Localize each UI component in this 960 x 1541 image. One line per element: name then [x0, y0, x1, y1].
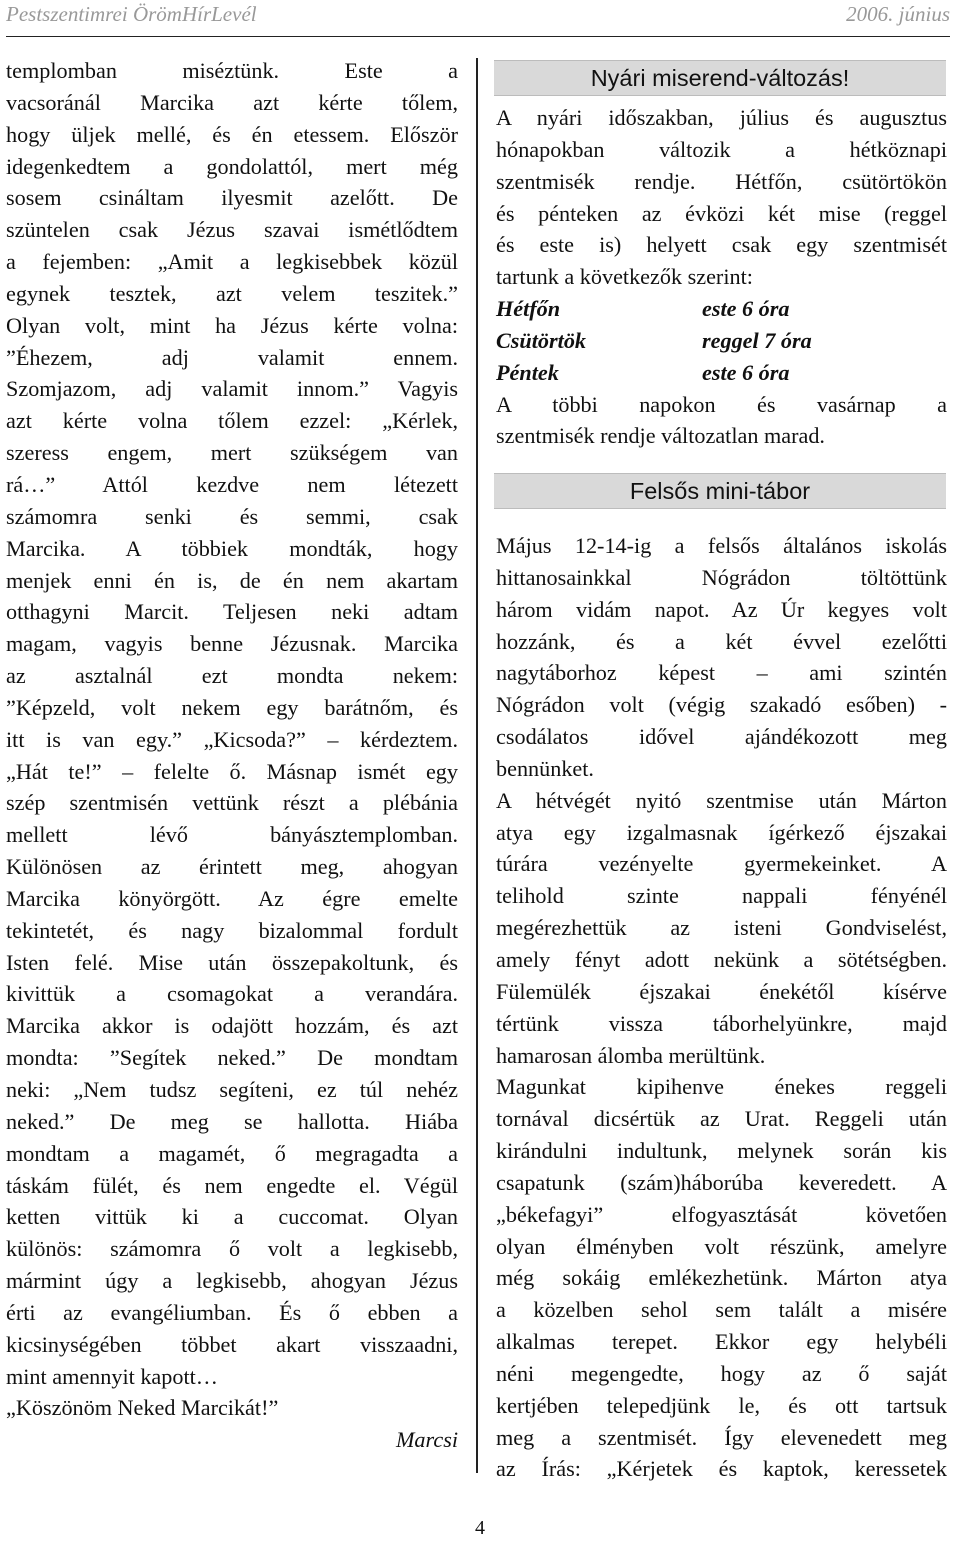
- camp-line: csodálatos idővel ajándékozott meg: [496, 724, 947, 750]
- publication-title: Pestszentimrei ÖrömHírLevél: [6, 2, 257, 26]
- left-article-line: vacsoránál Marcika azt kérte tőlem,: [6, 89, 458, 115]
- schedule-table: [496, 293, 947, 389]
- schedule-time: este 6 óra: [702, 359, 790, 385]
- camp-line: Május 12-14-ig a felsős általános iskolás: [496, 533, 947, 558]
- left-article-line: mellett lévő bányásztemplomban.: [6, 822, 458, 848]
- left-article-line: szeress engem, mert szükségem van: [6, 440, 458, 466]
- left-article-line: idegenkedtem a gondolattól, mert még: [6, 153, 458, 179]
- schedule-intro-line: hónapokban változik a hétköznapi: [496, 136, 947, 162]
- schedule-time: reggel 7 óra: [702, 327, 812, 353]
- schedule-intro-line: és este is) helyett csak egy szentmisét: [496, 232, 947, 258]
- camp-line: a közelben sehol sem talált a misére: [496, 1297, 947, 1323]
- left-article-line: mondtam a magamét, ő megragadta a: [6, 1140, 458, 1166]
- camp-line: túrára vezényelte gyermekeinket. A: [496, 851, 947, 877]
- left-article-line: egynek tesztek, azt velem teszitek.”: [6, 280, 458, 306]
- left-article-line: tekintetét, és nagy bizalommal fordult: [6, 917, 458, 943]
- left-article-line: Marcika akkor is odajött hozzám, és azt: [6, 1013, 458, 1039]
- left-article: [6, 55, 458, 1456]
- schedule-row: [496, 325, 947, 357]
- left-article-line: templomban miséztünk. Este a: [6, 58, 458, 83]
- left-article-line: ”Éhezem, adj valamit ennem.: [6, 344, 458, 370]
- left-article-line: Szomjazom, adj valamit innom.” Vagyis: [6, 376, 458, 402]
- left-article-line: azt kérte volna tőlem ezzel: „Kérlek,: [6, 408, 458, 434]
- camp-line: „békefagyi” elfogyasztását követően: [496, 1201, 947, 1227]
- section-heading-summer-schedule: Nyári miserend-változás!: [494, 60, 946, 96]
- schedule-intro: [496, 102, 947, 261]
- left-article-line: magam, vagyis benne Jézusnak. Marcika: [6, 631, 458, 657]
- camp-line: meg a szentmisét. Így elevenedett meg: [496, 1424, 947, 1450]
- left-article-line: mint amennyit kapott…: [6, 1363, 218, 1389]
- summer-schedule-text: [496, 102, 947, 452]
- left-article-line: Marcika. A többiek mondták, hogy: [6, 535, 458, 561]
- left-article-line: neked.” De meg se hallotta. Hiába: [6, 1108, 458, 1134]
- left-article-line: szüntelen csak Jézus szavai ismétlődtem: [6, 217, 458, 243]
- camp-article: [496, 530, 947, 1485]
- left-article-line: otthagyni Marcit. Teljesen neki adtam: [6, 599, 458, 625]
- camp-paragraph-1: [496, 530, 947, 753]
- article-signature: Marcsi: [395, 1427, 458, 1453]
- camp-line: olyan élményben volt részünk, amelyre: [496, 1233, 947, 1259]
- camp-line: három vidám napot. Az Úr kegyes volt: [496, 596, 947, 622]
- camp-paragraph-2: [496, 785, 947, 1040]
- left-article-line: neki: „Nem tudsz segíteni, ez túl nehéz: [6, 1077, 458, 1102]
- camp-line: csapatunk (szám)háborúba keveredett. A: [496, 1169, 947, 1195]
- camp-line: amely fényt adott nekünk a sötétségben.: [496, 946, 947, 972]
- schedule-intro-line: szentmisék rendje. Hétfőn, csütörtökön: [496, 168, 947, 194]
- camp-paragraph-3: [496, 1071, 947, 1485]
- camp-line: Fülemülék éjszakai énekétől kísérve: [496, 978, 947, 1004]
- schedule-row: [496, 357, 947, 389]
- camp-line: Magunkat kipihenve énekes reggeli: [496, 1074, 947, 1100]
- left-article-line: sosem csináltam ilyesmit azelőtt. De: [6, 185, 458, 211]
- left-article-line: számomra senki és semmi, csak: [6, 503, 458, 529]
- camp-line: néni megengedte, hogy az ő saját: [496, 1360, 947, 1386]
- left-article-line: a fejemben: „Amit a legkisebbek közül: [6, 249, 458, 275]
- camp-line: telihold szinte nappali fényénél: [496, 883, 947, 909]
- left-article-body: [6, 55, 458, 1361]
- left-article-line: az asztalnál ezt mondta nekem:: [6, 663, 458, 689]
- schedule-outro-line: szentmisék rendje változatlan marad.: [496, 423, 825, 449]
- left-article-line: itt is van egy.” „Kicsoda?” – kérdeztem.: [6, 726, 458, 752]
- schedule-outro-line: A többi napokon és vasárnap a: [496, 391, 947, 417]
- left-article-line: rá…” Attól kezdve nem létezett: [6, 471, 458, 497]
- camp-line: kirándulni indultunk, melynek során kis: [496, 1138, 947, 1164]
- schedule-intro-line: A nyári időszakban, július és augusztus: [496, 105, 947, 130]
- column-divider: [476, 58, 478, 1473]
- camp-line: Nógrádon volt (végig szakadó esőben) -: [496, 692, 947, 718]
- camp-line: kertjében telepedjünk le, és ott tartsuk: [496, 1392, 947, 1418]
- schedule-intro-line: és pénteken az évközi két mise (reggel: [496, 200, 947, 226]
- camp-line: alkalmas terepet. Ekkor egy helybéli: [496, 1329, 947, 1355]
- issue-date: 2006. június: [846, 2, 950, 26]
- schedule-day: Csütörtök: [496, 327, 587, 353]
- left-article-line: táskám fülét, és nem engedte el. Végül: [6, 1172, 458, 1198]
- left-article-line: „Köszönöm Neked Marcikát!”: [6, 1395, 279, 1421]
- left-article-line: ketten vittük ki a cuccomat. Olyan: [6, 1204, 458, 1230]
- left-article-line: különös: számomra ő volt a legkisebb,: [6, 1236, 458, 1262]
- camp-line: hamarosan álomba merültünk.: [496, 1042, 766, 1068]
- left-article-line: ”Képzeld, volt nekem egy barátnőm, és: [6, 694, 458, 720]
- schedule-row: [496, 293, 947, 325]
- left-article-line: szép szentmisén vettünk részt a plébánia: [6, 790, 458, 816]
- left-article-line: menjek enni én is, de én nem akartam: [6, 567, 458, 593]
- left-article-line: kivittük a csomagokat a verandára.: [6, 981, 458, 1007]
- camp-line: tornával dicsértük az Urat. Reggeli után: [496, 1106, 947, 1132]
- schedule-time: este 6 óra: [702, 296, 790, 322]
- schedule-day: Hétfőn: [496, 296, 561, 322]
- left-article-line: érti az evangéliumban. És ő ebben a: [6, 1299, 458, 1325]
- left-article-line: mármint úgy a legkisebb, ahogyan Jézus: [6, 1268, 458, 1294]
- schedule-intro-line: tartunk a következők szerint:: [496, 264, 753, 290]
- left-article-line: Olyan volt, mint ha Jézus kérte volna:: [6, 312, 458, 338]
- camp-line: még sokáig emlékezhetünk. Márton atya: [496, 1265, 947, 1291]
- left-article-line: „Hát te!” – felelte ő. Másnap ismét egy: [6, 758, 458, 784]
- section-heading-camp: Felsős mini-tábor: [494, 473, 946, 509]
- page-number: 4: [475, 1517, 485, 1539]
- camp-line: az Írás: „Kérjetek és kaptok, keressetek: [496, 1456, 947, 1482]
- camp-line: hozzánk, és a két évvel ezelőtti: [496, 628, 947, 654]
- schedule-day: Péntek: [496, 359, 559, 385]
- left-article-line: mondta: ”Segítek neked.” De mondtam: [6, 1045, 458, 1071]
- left-article-line: Isten felé. Mise után összepakoltunk, és: [6, 949, 458, 975]
- left-article-line: Különösen az érintett meg, ahogyan: [6, 854, 458, 880]
- left-article-line: hogy üljek mellé, és én etessem. Először: [6, 121, 458, 147]
- camp-line: hittanosainkkal Nógrádon töltöttünk: [496, 564, 947, 590]
- camp-line: bennünket.: [496, 755, 594, 781]
- camp-line: megérezhettük az isteni Gondviselést,: [496, 915, 947, 941]
- camp-line: tértünk vissza táborhelyünkre, majd: [496, 1010, 947, 1036]
- camp-line: A hétvégét nyitó szentmise után Márton: [496, 787, 947, 813]
- camp-line: nagytáborhoz képest – ami szintén: [496, 660, 947, 686]
- running-header: [6, 0, 950, 37]
- left-article-line: Marcika könyörgött. Az égre emelte: [6, 885, 458, 911]
- left-article-line: kicsinységében többet akart visszaadni,: [6, 1331, 458, 1357]
- camp-line: atya egy izgalmasnak ígérkező éjszakai: [496, 819, 947, 845]
